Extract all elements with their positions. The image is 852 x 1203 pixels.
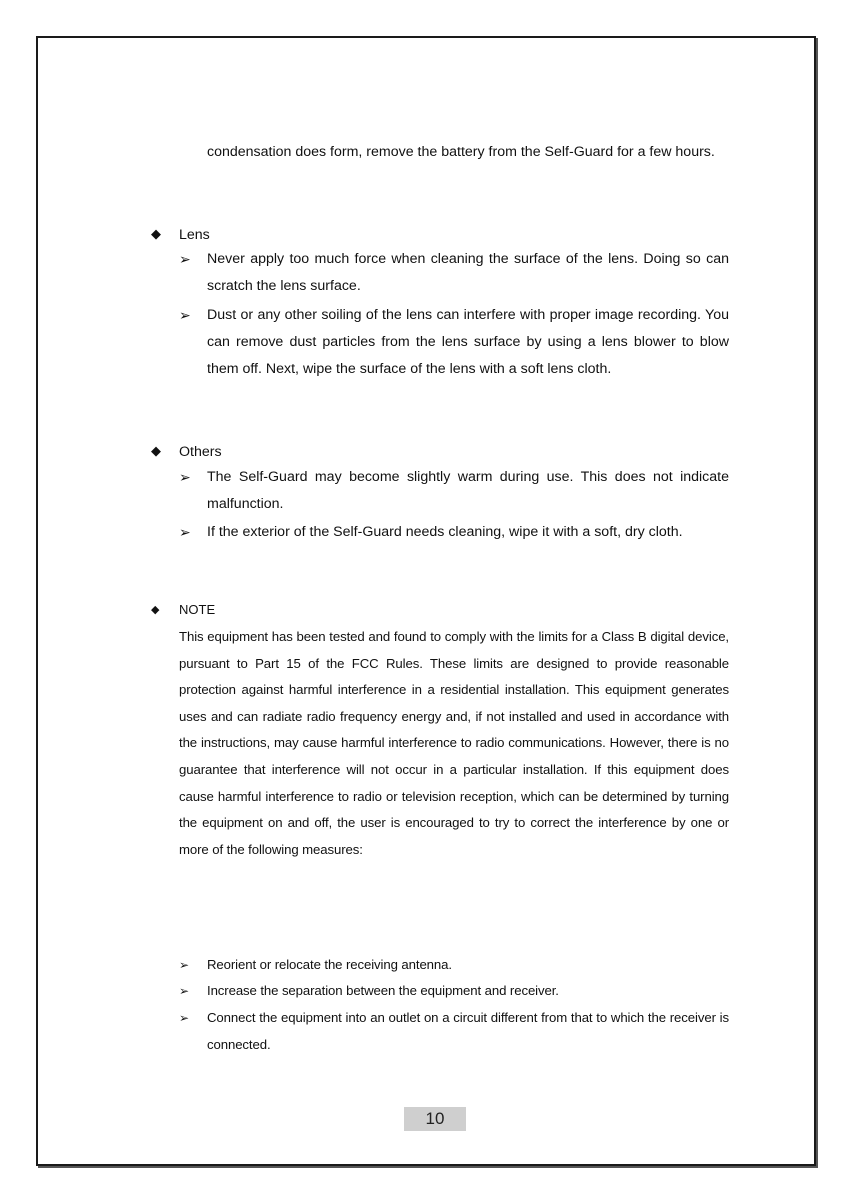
others-item-2: If the exterior of the Self-Guard needs cleaning, wipe it with a soft, dry cloth. — [207, 524, 683, 540]
others-item-1: The Self-Guard may become slightly warm during use. This does not indicate malfunction. — [207, 469, 729, 512]
arrow-bullet-icon: ➢ — [179, 469, 191, 485]
arrow-bullet-icon: ➢ — [179, 958, 190, 972]
page-number: 10 — [404, 1107, 466, 1131]
measure-item-2: Increase the separation between the equipment and receiver. — [207, 983, 559, 998]
arrow-bullet-icon: ➢ — [179, 1011, 190, 1025]
arrow-bullet-icon: ➢ — [179, 251, 191, 267]
diamond-bullet-icon: ◆ — [151, 226, 161, 241]
arrow-bullet-icon: ➢ — [179, 524, 191, 540]
lens-item-1: Never apply too much force when cleaning the surface of the lens. Doing so can scratch the lens surface. — [207, 251, 729, 294]
measure-item-1: Reorient or relocate the receiving antenna. — [207, 957, 452, 972]
note-paragraph: This equipment has been tested and found to comply with the limits for a Class B digital device, pursuant to Part 15 of the FCC Rules. These limits are designed to provide reasonable protection against harmful interference in a residential installation. This equipment generates uses and can radiate radio frequency energy and, if not installed and used in accordance with the instructions, may cause harmful interference to radio communications. However, there is no guarantee that interference will not occur in a particular installation. If this equipment does cause harmful interference to radio or television reception, which can be determined by turning the equipment on and off, the user is encouraged to try to correct the interference by one or more of the following measures: — [179, 629, 729, 857]
lens-item-2: Dust or any other soiling of the lens can interfere with proper image recording. You can remove dust particles from the lens surface by using a lens blower to blow them off. Next, wipe the surface of the lens with a soft lens cloth. — [207, 307, 729, 377]
diamond-bullet-icon: ◆ — [151, 443, 161, 458]
arrow-bullet-icon: ➢ — [179, 307, 191, 323]
measure-item-3: Connect the equipment into an outlet on a circuit different from that to which the receiver is connected. — [207, 1010, 729, 1052]
note-heading: NOTE — [179, 602, 216, 617]
diamond-bullet-icon: ◆ — [151, 604, 160, 616]
intro-paragraph: condensation does form, remove the battery from the Self-Guard for a few hours. — [207, 144, 715, 160]
others-heading: Others — [179, 444, 222, 460]
arrow-bullet-icon: ➢ — [179, 984, 190, 998]
lens-heading: Lens — [179, 227, 210, 243]
